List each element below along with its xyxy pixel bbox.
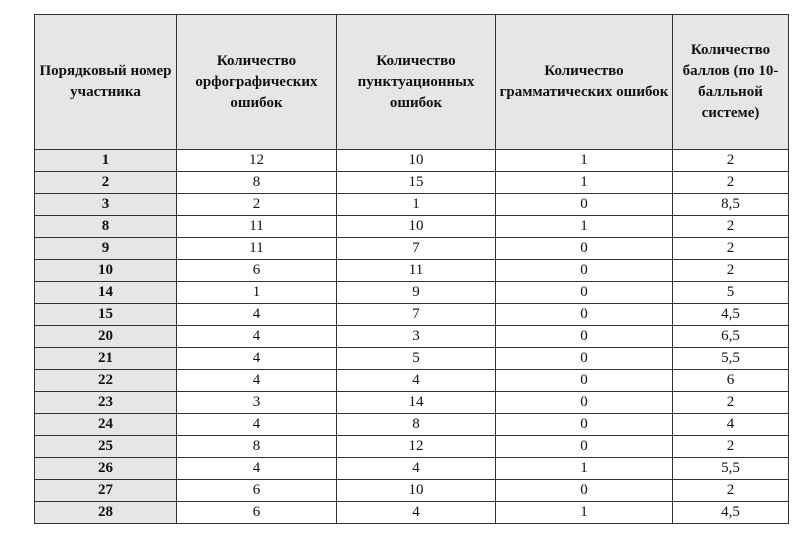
score-cell: 2 <box>673 150 789 172</box>
score-cell: 6,5 <box>673 326 789 348</box>
score-cell: 5,5 <box>673 348 789 370</box>
score-cell: 2 <box>673 238 789 260</box>
spelling-errors-cell: 8 <box>177 172 337 194</box>
grammar-errors-cell: 0 <box>496 436 673 458</box>
grammar-errors-cell: 1 <box>496 502 673 524</box>
punctuation-errors-cell: 10 <box>337 216 496 238</box>
participant-number-cell: 24 <box>35 414 177 436</box>
punctuation-errors-cell: 3 <box>337 326 496 348</box>
punctuation-errors-cell: 1 <box>337 194 496 216</box>
punctuation-errors-cell: 7 <box>337 238 496 260</box>
header-row <box>35 15 789 150</box>
punctuation-errors-cell: 7 <box>337 304 496 326</box>
punctuation-errors-cell: 9 <box>337 282 496 304</box>
grammar-errors-cell: 1 <box>496 172 673 194</box>
grammar-errors-cell: 0 <box>496 260 673 282</box>
grammar-errors-cell: 0 <box>496 238 673 260</box>
table-row <box>35 348 789 370</box>
spelling-errors-cell: 6 <box>177 260 337 282</box>
table-row <box>35 216 789 238</box>
spelling-errors-cell: 6 <box>177 480 337 502</box>
grammar-errors-cell: 1 <box>496 150 673 172</box>
punctuation-errors-cell: 4 <box>337 458 496 480</box>
grammar-errors-cell: 1 <box>496 458 673 480</box>
spelling-errors-cell: 4 <box>177 304 337 326</box>
grammar-errors-cell: 1 <box>496 216 673 238</box>
score-cell: 5,5 <box>673 458 789 480</box>
participant-number-cell: 21 <box>35 348 177 370</box>
score-cell: 2 <box>673 260 789 282</box>
table-row <box>35 392 789 414</box>
punctuation-errors-cell: 5 <box>337 348 496 370</box>
table-row <box>35 194 789 216</box>
table-row <box>35 304 789 326</box>
spelling-errors-cell: 3 <box>177 392 337 414</box>
spelling-errors-cell: 4 <box>177 326 337 348</box>
score-cell: 2 <box>673 216 789 238</box>
punctuation-errors-cell: 11 <box>337 260 496 282</box>
grammar-errors-cell: 0 <box>496 304 673 326</box>
punctuation-errors-cell: 10 <box>337 150 496 172</box>
table-row <box>35 172 789 194</box>
grammar-errors-cell: 0 <box>496 392 673 414</box>
spelling-errors-cell: 1 <box>177 282 337 304</box>
grammar-errors-cell: 0 <box>496 480 673 502</box>
grammar-errors-cell: 0 <box>496 370 673 392</box>
punctuation-errors-cell: 4 <box>337 370 496 392</box>
punctuation-errors-cell: 12 <box>337 436 496 458</box>
participant-number-cell: 23 <box>35 392 177 414</box>
spelling-errors-cell: 2 <box>177 194 337 216</box>
grammar-errors-cell: 0 <box>496 414 673 436</box>
results-table <box>34 14 789 524</box>
table-row <box>35 260 789 282</box>
participant-number-cell: 22 <box>35 370 177 392</box>
grammar-errors-cell: 0 <box>496 348 673 370</box>
score-cell: 2 <box>673 172 789 194</box>
header-grammar-errors: Количество грамматических ошибок <box>496 15 673 150</box>
score-cell: 6 <box>673 370 789 392</box>
participant-number-cell: 26 <box>35 458 177 480</box>
spelling-errors-cell: 4 <box>177 414 337 436</box>
score-cell: 4,5 <box>673 304 789 326</box>
spelling-errors-cell: 6 <box>177 502 337 524</box>
score-cell: 2 <box>673 392 789 414</box>
punctuation-errors-cell: 8 <box>337 414 496 436</box>
spelling-errors-cell: 11 <box>177 238 337 260</box>
spelling-errors-cell: 8 <box>177 436 337 458</box>
punctuation-errors-cell: 10 <box>337 480 496 502</box>
header-punctuation-errors: Количество пунктуационных ошибок <box>337 15 496 150</box>
participant-number-cell: 1 <box>35 150 177 172</box>
spelling-errors-cell: 4 <box>177 458 337 480</box>
score-cell: 8,5 <box>673 194 789 216</box>
spelling-errors-cell: 4 <box>177 370 337 392</box>
table-row <box>35 150 789 172</box>
participant-number-cell: 27 <box>35 480 177 502</box>
score-cell: 4,5 <box>673 502 789 524</box>
spelling-errors-cell: 4 <box>177 348 337 370</box>
participant-number-cell: 20 <box>35 326 177 348</box>
participant-number-cell: 14 <box>35 282 177 304</box>
score-cell: 2 <box>673 480 789 502</box>
table-row <box>35 370 789 392</box>
participant-number-cell: 3 <box>35 194 177 216</box>
participant-number-cell: 10 <box>35 260 177 282</box>
table-row <box>35 436 789 458</box>
participant-number-cell: 28 <box>35 502 177 524</box>
table-row <box>35 502 789 524</box>
score-cell: 4 <box>673 414 789 436</box>
table-row <box>35 282 789 304</box>
table-row <box>35 414 789 436</box>
table-body <box>35 150 789 524</box>
header-participant-number: Порядковый номер участника <box>35 15 177 150</box>
participant-number-cell: 25 <box>35 436 177 458</box>
spelling-errors-cell: 12 <box>177 150 337 172</box>
table-row <box>35 326 789 348</box>
grammar-errors-cell: 0 <box>496 326 673 348</box>
table-row <box>35 458 789 480</box>
participant-number-cell: 9 <box>35 238 177 260</box>
punctuation-errors-cell: 4 <box>337 502 496 524</box>
grammar-errors-cell: 0 <box>496 282 673 304</box>
spelling-errors-cell: 11 <box>177 216 337 238</box>
table-row <box>35 480 789 502</box>
participant-number-cell: 2 <box>35 172 177 194</box>
table-row <box>35 238 789 260</box>
header-score: Количество баллов (по 10-балльной системе) <box>673 15 789 150</box>
punctuation-errors-cell: 15 <box>337 172 496 194</box>
participant-number-cell: 15 <box>35 304 177 326</box>
participant-number-cell: 8 <box>35 216 177 238</box>
header-spelling-errors: Количество орфографических ошибок <box>177 15 337 150</box>
score-cell: 5 <box>673 282 789 304</box>
grammar-errors-cell: 0 <box>496 194 673 216</box>
punctuation-errors-cell: 14 <box>337 392 496 414</box>
score-cell: 2 <box>673 436 789 458</box>
